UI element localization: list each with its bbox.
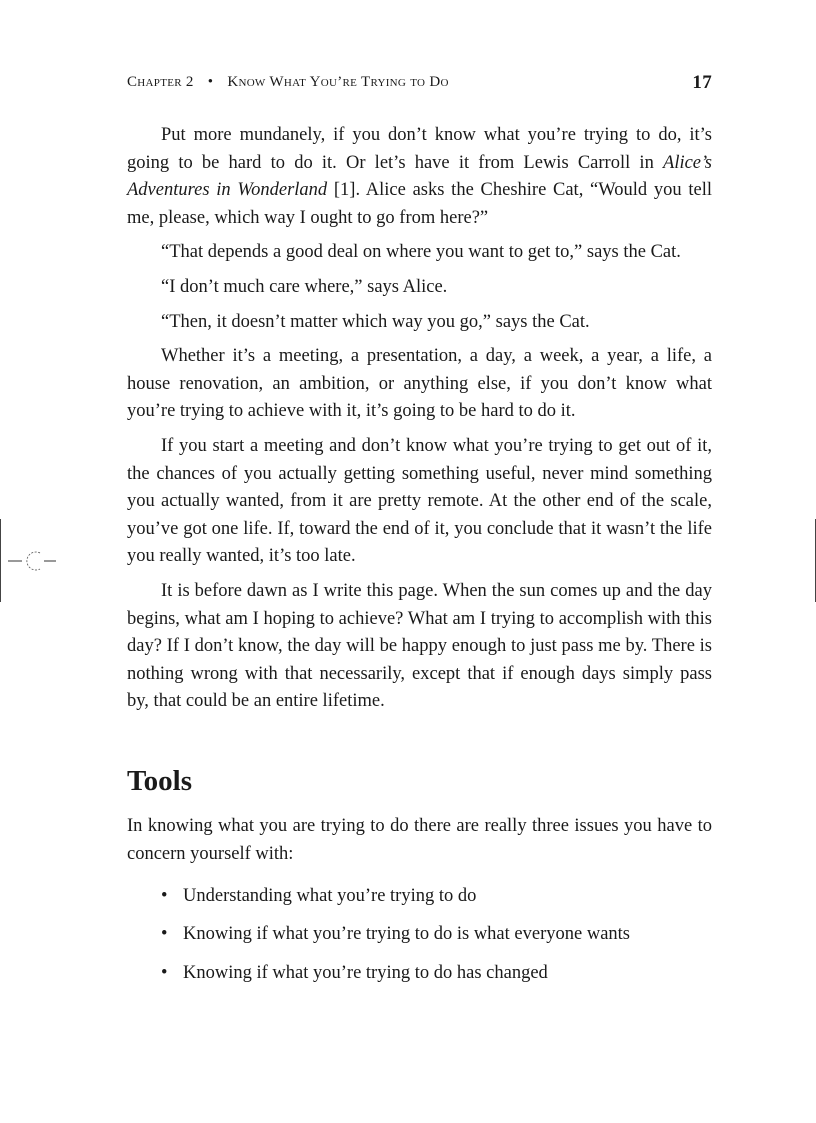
list-item: • Knowing if what you’re trying to do is what everyone wants bbox=[127, 921, 712, 949]
paragraph-6: If you start a meeting and don’t know what you’re trying to get out of it, the chances of you actually getting something useful, never mind something you actually wanted, from it are pretty remote. At the other end of the scale, you’ve got one life. If, toward the end of it, you conclude that it wasn’t the life you really wanted, it’s too late. bbox=[127, 435, 712, 567]
running-header bbox=[127, 74, 712, 91]
registration-mark-icon bbox=[6, 547, 66, 577]
paragraph-5: Whether it’s a meeting, a presentation, a day, a week, a year, a life, a house renovation, an ambition, or anything else, if you don’t know what you’re trying to achieve with it, it’s going to be hard to do it. bbox=[127, 346, 712, 422]
book-title: Alice’s Adventures in Wonderland bbox=[127, 152, 712, 201]
header-chapter: Chapter 2 bbox=[127, 74, 194, 90]
page-number: 17 bbox=[692, 72, 712, 93]
bullet-icon: • bbox=[161, 924, 168, 945]
list-item: • Knowing if what you’re trying to do has changed bbox=[127, 960, 712, 988]
paragraph-1: Put more mundanely, if you don’t know what you’re trying to do, it’s going to be hard to do it. Or let’s have it from Lewis Carroll in Alice’s Adventures in Wonderland [1]. Alice asks the Cheshire Cat, “Would you tell me, please, which way I ought to go from here?” bbox=[127, 125, 712, 228]
paragraph-4: “Then, it doesn’t matter which way you go,” says the Cat. bbox=[161, 311, 590, 332]
crop-mark-left-line bbox=[0, 519, 1, 602]
bullet-list bbox=[127, 883, 712, 988]
header-title: Know What You’re Trying to Do bbox=[227, 74, 449, 90]
paragraph-7: It is before dawn as I write this page. When the sun comes up and the day begins, what am I hoping to achieve? What am I trying to accomplish with this day? If I don’t know, the day will be happy enough to just pass me by. There is nothing wrong with that necessarily, except that if enough days simply pass by, that could be an entire lifetime. bbox=[127, 580, 712, 712]
bullet-icon: • bbox=[161, 885, 168, 906]
section-intro: In knowing what you are trying to do there are really three issues you have to concern yourself with: bbox=[127, 816, 712, 865]
section-heading: Tools bbox=[127, 764, 193, 797]
paragraph-2: “That depends a good deal on where you want to get to,” says the Cat. bbox=[161, 242, 681, 263]
paragraph-3: “I don’t much care where,” says Alice. bbox=[161, 276, 448, 297]
page-body bbox=[127, 122, 712, 998]
bullet-icon: • bbox=[161, 962, 168, 983]
header-separator: • bbox=[207, 74, 214, 90]
list-item: • Understanding what you’re trying to do bbox=[127, 883, 712, 911]
